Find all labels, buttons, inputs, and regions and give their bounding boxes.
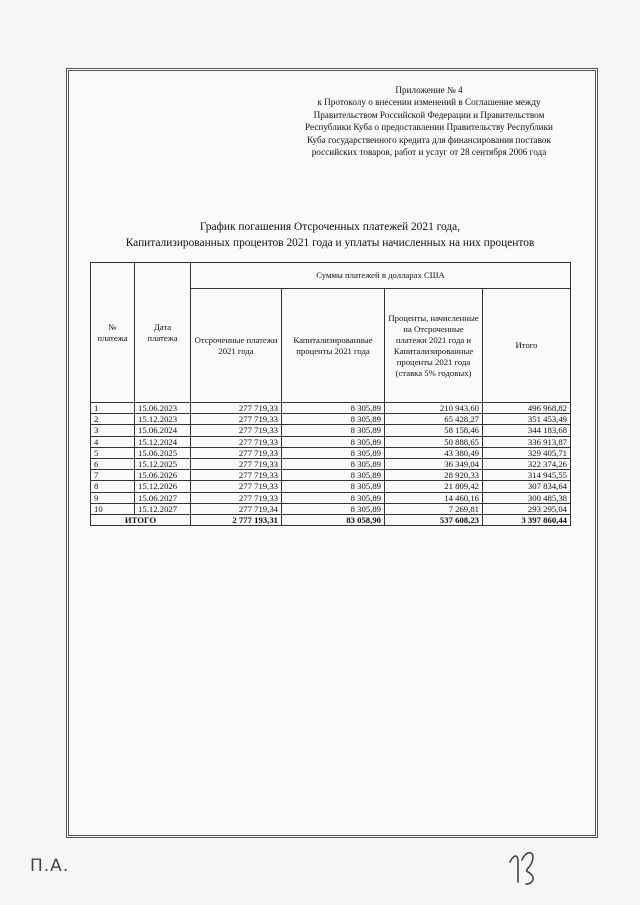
- total-capitalized: 83 058,90: [282, 515, 385, 526]
- header-capitalized: Капитализированные проценты 2021 года: [282, 289, 385, 403]
- cell-capitalized: 8 305,89: [282, 492, 385, 503]
- appendix-header: [270, 84, 588, 158]
- cell-no: 10: [91, 503, 135, 514]
- cell-deferred: 277 719,33: [191, 403, 282, 414]
- table-row: [91, 470, 571, 481]
- cell-deferred: 277 719,33: [191, 481, 282, 492]
- table-row: [91, 403, 571, 414]
- cell-capitalized: 8 305,89: [282, 414, 385, 425]
- totals-label: ИТОГО: [91, 515, 191, 526]
- cell-interest: 65 428,27: [385, 414, 483, 425]
- cell-interest: 50 888,65: [385, 436, 483, 447]
- cell-date: 15.12.2026: [135, 481, 191, 492]
- cell-capitalized: 8 305,89: [282, 403, 385, 414]
- header-total: Итого: [483, 289, 571, 403]
- cell-total: 329 405,71: [483, 447, 571, 458]
- appendix-line: Правительством Российской Федерации и Правительством: [313, 109, 545, 120]
- cell-capitalized: 8 305,89: [282, 481, 385, 492]
- cell-total: 344 183,68: [483, 425, 571, 436]
- cell-deferred: 277 719,33: [191, 447, 282, 458]
- cell-deferred: 277 719,33: [191, 459, 282, 470]
- cell-no: 8: [91, 481, 135, 492]
- appendix-line: Республики Куба о предоставлении Правительству Республики: [305, 122, 553, 133]
- cell-no: 5: [91, 447, 135, 458]
- cell-date: 15.12.2023: [135, 414, 191, 425]
- totals-row: [91, 515, 571, 526]
- table-row: [91, 492, 571, 503]
- cell-interest: 58 158,46: [385, 425, 483, 436]
- cell-total: 300 485,38: [483, 492, 571, 503]
- cell-date: 15.06.2027: [135, 492, 191, 503]
- table-row: [91, 481, 571, 492]
- cell-total: 293 295,04: [483, 503, 571, 514]
- cell-interest: 36 349,04: [385, 459, 483, 470]
- cell-date: 15.06.2024: [135, 425, 191, 436]
- cell-total: 496 968,82: [483, 403, 571, 414]
- header-amounts-group: Суммы платежей в долларах США: [191, 263, 571, 289]
- cell-capitalized: 8 305,89: [282, 425, 385, 436]
- appendix-line: к Протоколу о внесении изменений в Соглашение между: [317, 97, 541, 108]
- title-line-1: График погашения Отсроченных платежей 2021 года,: [199, 221, 461, 233]
- cell-date: 15.06.2023: [135, 403, 191, 414]
- appendix-line: российских товаров, работ и услуг от 28 сентября 2006 года: [311, 147, 547, 158]
- cell-interest: 28 920,33: [385, 470, 483, 481]
- cell-deferred: 277 719,33: [191, 492, 282, 503]
- cell-capitalized: 8 305,89: [282, 503, 385, 514]
- cell-no: 7: [91, 470, 135, 481]
- cell-no: 3: [91, 425, 135, 436]
- cell-interest: 7 269,81: [385, 503, 483, 514]
- table-row: [91, 414, 571, 425]
- cell-total: 314 945,55: [483, 470, 571, 481]
- cell-date: 15.12.2024: [135, 436, 191, 447]
- cell-date: 15.12.2027: [135, 503, 191, 514]
- header-payment-no: № платежа: [91, 263, 135, 403]
- handwritten-initials: П.А.: [30, 856, 70, 876]
- cell-deferred: 277 719,34: [191, 503, 282, 514]
- cell-no: 1: [91, 403, 135, 414]
- cell-total: 336 913,87: [483, 436, 571, 447]
- cell-no: 9: [91, 492, 135, 503]
- cell-interest: 210 943,60: [385, 403, 483, 414]
- payment-schedule-table: [90, 262, 571, 526]
- cell-total: 322 374,26: [483, 459, 571, 470]
- header-payment-date: Дата платежа: [135, 263, 191, 403]
- cell-deferred: 277 719,33: [191, 414, 282, 425]
- document-title: [90, 219, 570, 251]
- cell-no: 4: [91, 436, 135, 447]
- cell-interest: 21 809,42: [385, 481, 483, 492]
- total-deferred: 2 777 193,31: [191, 515, 282, 526]
- table-row: [91, 425, 571, 436]
- cell-deferred: 277 719,33: [191, 436, 282, 447]
- cell-capitalized: 8 305,89: [282, 436, 385, 447]
- appendix-line: Куба государственного кредита для финансирования поставок: [307, 134, 551, 145]
- table-row: [91, 503, 571, 514]
- table-row: [91, 447, 571, 458]
- cell-capitalized: 8 305,89: [282, 459, 385, 470]
- cell-deferred: 277 719,33: [191, 470, 282, 481]
- cell-interest: 43 380,49: [385, 447, 483, 458]
- total-interest: 537 608,23: [385, 515, 483, 526]
- header-deferred: Отсроченные платежи 2021 года: [191, 289, 282, 403]
- cell-total: 307 834,64: [483, 481, 571, 492]
- table-row: [91, 436, 571, 447]
- header-interest: Проценты, начисленные на Отсроченные платежи 2021 года и Капитализированные проценты 2021 года (ставка 5% годовых): [385, 289, 483, 403]
- cell-no: 6: [91, 459, 135, 470]
- cell-total: 351 453,49: [483, 414, 571, 425]
- cell-date: 15.06.2026: [135, 470, 191, 481]
- cell-date: 15.12.2025: [135, 459, 191, 470]
- total-grand: 3 397 860,44: [483, 515, 571, 526]
- table-row: [91, 459, 571, 470]
- cell-interest: 14 460,16: [385, 492, 483, 503]
- cell-deferred: 277 719,33: [191, 425, 282, 436]
- appendix-line: Приложение № 4: [395, 85, 463, 95]
- cell-no: 2: [91, 414, 135, 425]
- handwritten-signature-icon: [506, 840, 556, 890]
- cell-capitalized: 8 305,89: [282, 447, 385, 458]
- cell-date: 15.06.2025: [135, 447, 191, 458]
- cell-capitalized: 8 305,89: [282, 470, 385, 481]
- title-line-2: Капитализированных процентов 2021 года и уплаты начисленных на них процентов: [125, 237, 535, 249]
